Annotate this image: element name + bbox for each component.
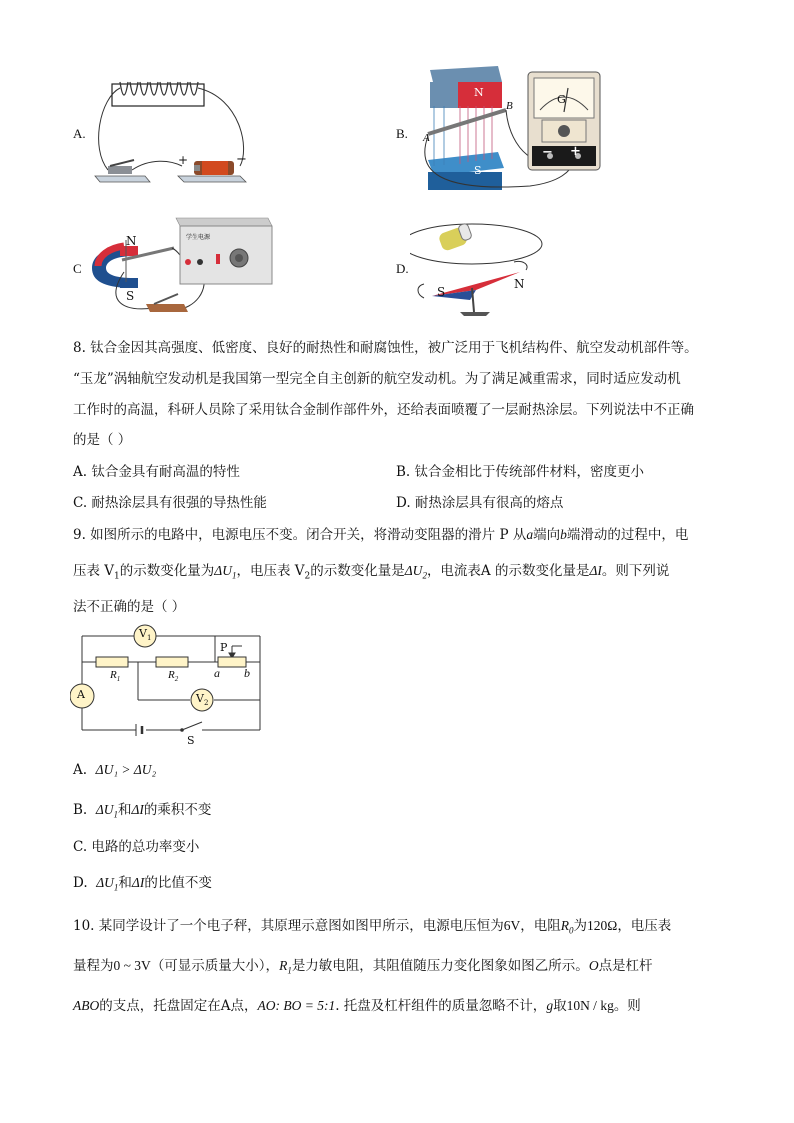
q8-stem-line2: “玉龙”涡轴航空发动机是我国第一型完全自主创新的航空发动机。为了满足减重需求，同时适应发动机 xyxy=(73,371,681,387)
figure-c-n: N xyxy=(126,234,137,248)
figure-a-solenoid-circuit xyxy=(90,78,260,188)
circuit-v1-label: $V_1$ xyxy=(139,627,152,643)
figure-c-s: S xyxy=(126,289,135,303)
circuit-v2-label: $V_2$ xyxy=(196,692,209,708)
option-a-label: A. xyxy=(73,126,86,141)
q9-option-d: D. $\Delta U_1$和ΔI的比值不变 xyxy=(73,875,212,893)
figure-b-generator-galvanometer xyxy=(410,62,610,197)
option-b-label: B. xyxy=(396,126,408,141)
option-c-label: C xyxy=(73,261,82,276)
q9-stem-line3: 法不正确的是（ ） xyxy=(73,599,186,615)
circuit-a-end-label: a xyxy=(214,666,220,680)
circuit-r2-label: $R_2$ xyxy=(168,669,179,684)
q8-option-c: C. 耐热涂层具有很强的导热性能 xyxy=(73,495,267,511)
q8-stem-line4: 的是（ ） xyxy=(73,432,132,448)
q9-circuit-diagram xyxy=(70,622,270,747)
option-d-label: D. xyxy=(396,261,409,276)
figure-d-s: S xyxy=(437,285,446,299)
q10-stem-line3: ABO的支点，托盘固定在A点，AO: BO = 5:1. 托盘及杠杆组件的质量忽略不计，g取10N / kg。则 xyxy=(73,998,641,1014)
q9-stem-line2: 压表 $V_1$的示数变化量为$\Delta U_1$，电压表 $V_2$的示数变化量是$\Delta U_2$，电流表A 的示数变化量是ΔI。则下列说 xyxy=(73,563,670,582)
figure-b-minus: − xyxy=(542,145,553,160)
q9-stem-line1: 9. 如图所示的电路中，电源电压不变。闭合开关，将滑动变阻器的滑片 P 从a端向b端滑动的过程中，电 xyxy=(73,527,689,543)
q8-option-b: B. 钛合金相比于传统部件材料，密度更小 xyxy=(396,464,645,480)
figure-b-label-b: B xyxy=(506,100,513,112)
figure-c-magnet-power-supply xyxy=(84,212,274,320)
q9-option-c: C. 电路的总功率变小 xyxy=(73,839,200,855)
q8-stem-line1: 8. 钛合金因其高强度、低密度、良好的耐热性和耐腐蚀性，被广泛用于飞机结构件、航空发动机部件等。 xyxy=(73,340,698,356)
figure-d-n: N xyxy=(514,277,525,291)
figure-d-coil-compass xyxy=(410,216,550,320)
figure-c-box-title: 学生电源 xyxy=(186,234,211,241)
figure-a-minus: − xyxy=(236,152,247,167)
q10-stem-line2: 量程为0 ~ 3V（可显示质量大小），$R_1$是力敏电阻，其阻值随压力变化图象如图乙所示。O点是杠杆 xyxy=(73,958,653,976)
q9-option-b: B. $\Delta U_1$和ΔI的乘积不变 xyxy=(73,802,212,820)
circuit-b-end-label: b xyxy=(244,666,250,680)
circuit-a-label: A xyxy=(77,688,85,701)
figure-b-plus: + xyxy=(570,144,581,159)
circuit-r1-label: $R_1$ xyxy=(110,669,121,684)
q8-option-d: D. 耐热涂层具有很高的熔点 xyxy=(396,495,564,511)
figure-b-g: G xyxy=(557,93,566,106)
figure-b-n: N xyxy=(474,86,484,99)
q10-stem-line1: 10. 某同学设计了一个电子秤，其原理示意图如图甲所示，电源电压恒为6V，电阻$R_0$为120Ω，电压表 xyxy=(73,918,672,936)
figure-a-plus: + xyxy=(178,153,189,167)
circuit-p-label: P xyxy=(220,641,228,654)
figure-b-label-a: A xyxy=(423,132,430,144)
circuit-s-label: S xyxy=(187,734,195,747)
q8-option-a: A. 钛合金具有耐高温的特性 xyxy=(73,464,240,480)
q8-stem-line3: 工作时的高温，科研人员除了采用钛合金制作部件外，还给表面喷覆了一层耐热涂层。下列说法中不正确 xyxy=(73,402,694,418)
q9-option-a: A. ΔU₁ > ΔU₂ xyxy=(73,762,157,778)
figure-b-s: S xyxy=(474,164,482,177)
